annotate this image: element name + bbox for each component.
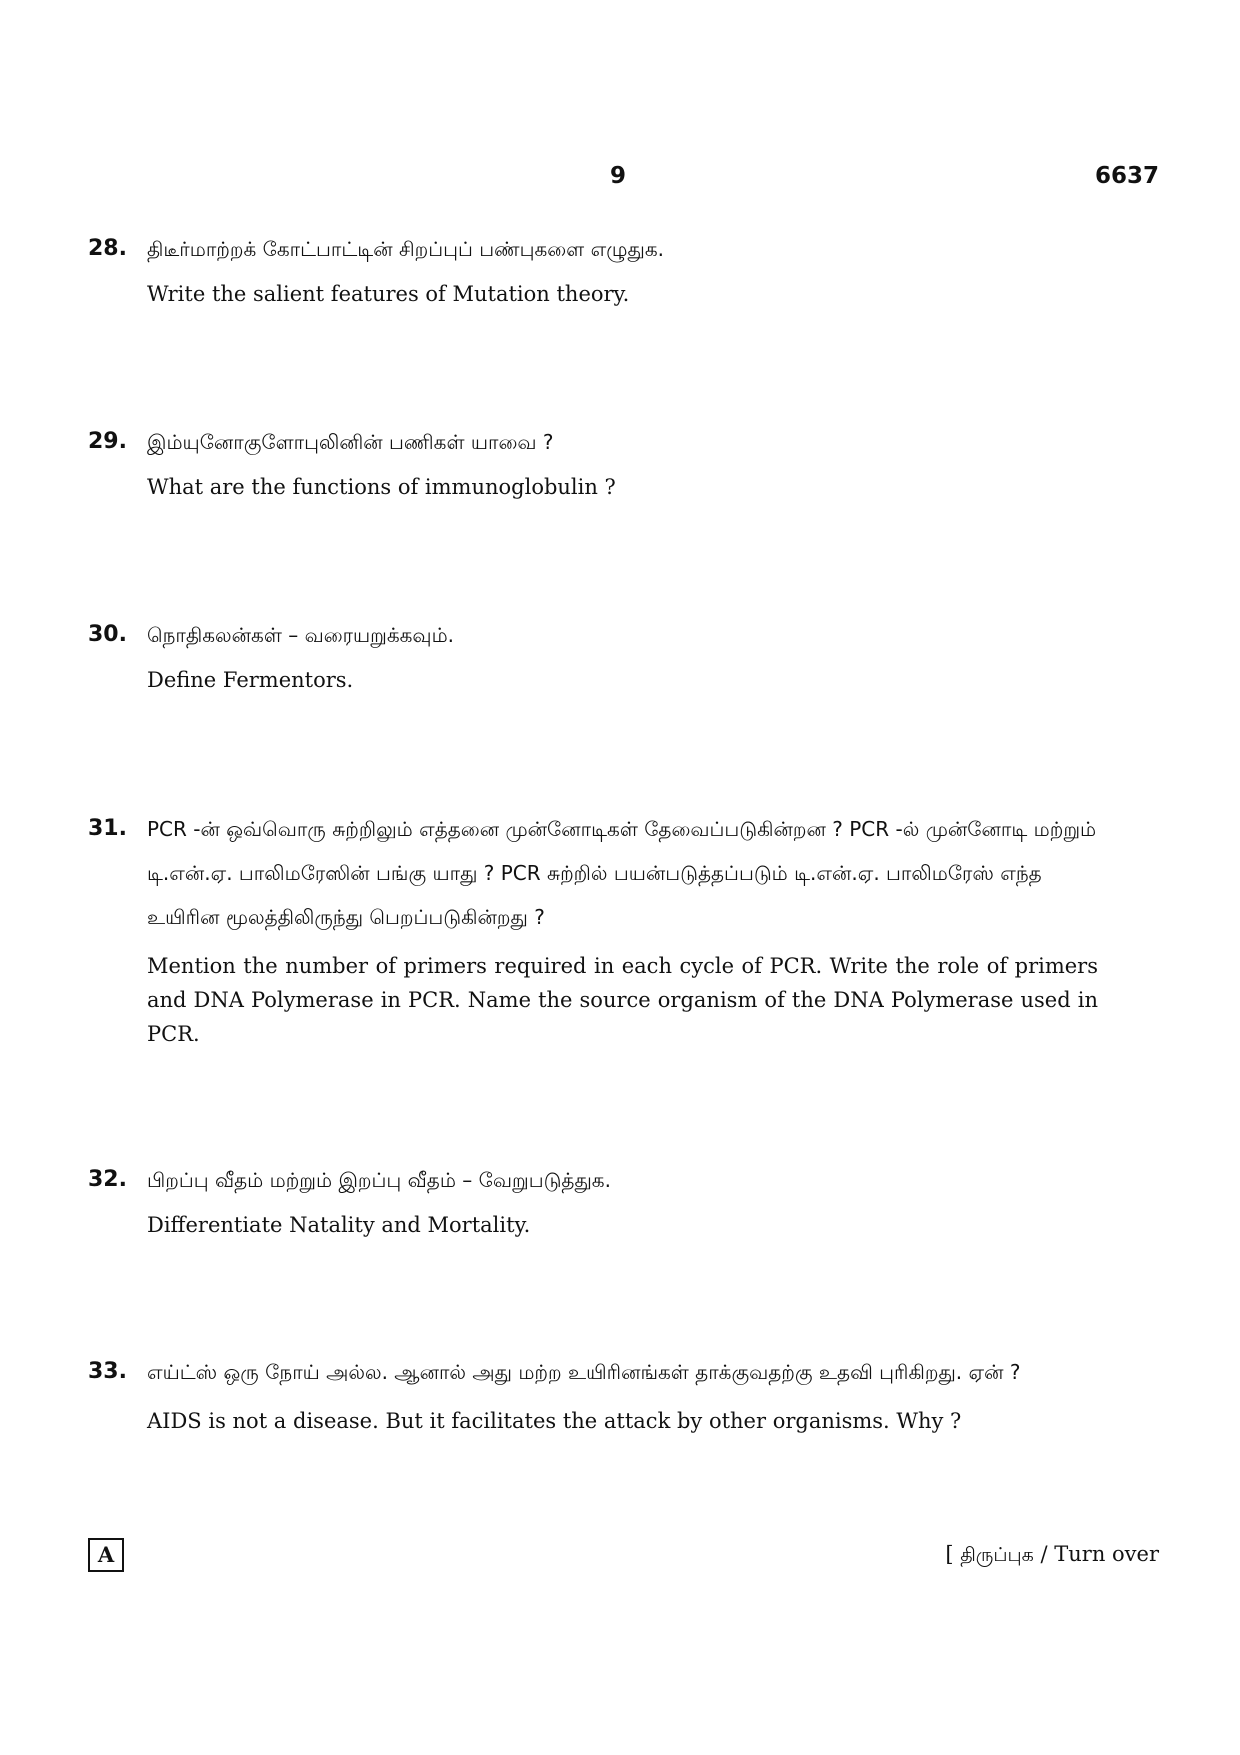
question-number: 31. bbox=[88, 816, 127, 841]
question-31 bbox=[88, 814, 1098, 1051]
question-text-english: Define Fermentors. bbox=[147, 668, 354, 692]
question-text-tamil: PCR -ன் ஒவ்வொரு சுற்றிலும் எத்தனை முன்னோடிகள் தேவைப்படுகின்றன ? PCR -ல் முன்னோடி மற்றும் டி.என்.ஏ. பாலிமரேஸின் பங்கு யாது ? PCR சுற்றில் பயன்படுத்தப்படும் டி.என்.ஏ. பாலிமரேஸ் எந்த உயிரின மூலத்திலிருந்து பெறப்படுகின்றது ? bbox=[147, 817, 1097, 929]
question-29 bbox=[88, 427, 1098, 504]
turn-over-english: / Turn over bbox=[1033, 1542, 1159, 1566]
question-33 bbox=[88, 1357, 1098, 1438]
question-text-tamil: பிறப்பு வீதம் மற்றும் இறப்பு வீதம் – வேறுபடுத்துக. bbox=[147, 1168, 611, 1192]
question-text-english: Write the salient features of Mutation theory. bbox=[147, 282, 630, 306]
question-text-tamil: எய்ட்ஸ் ஒரு நோய் அல்ல. ஆனால் அது மற்ற உயிரினங்கள் தாக்குவதற்கு உதவி புரிகிறது. ஏன் ? bbox=[147, 1360, 1021, 1384]
question-number: 32. bbox=[88, 1167, 127, 1192]
question-text-english: Mention the number of primers required in each cycle of PCR. Write the role of primers and DNA Polymerase in PCR. Name the source organism of the DNA Polymerase used in PCR. bbox=[147, 954, 1098, 1046]
turn-over-tamil: திருப்புக bbox=[960, 1544, 1034, 1566]
question-text-english: AIDS is not a disease. But it facilitates the attack by other organisms. Why ? bbox=[147, 1409, 962, 1433]
question-30 bbox=[88, 620, 1098, 697]
question-28 bbox=[88, 234, 1098, 311]
version-box: A bbox=[88, 1538, 124, 1572]
question-number: 33. bbox=[88, 1359, 127, 1384]
question-text-tamil: இம்யுனோகுளோபுலினின் பணிகள் யாவை ? bbox=[147, 430, 554, 454]
question-32 bbox=[88, 1165, 1098, 1242]
question-text-tamil: நொதிகலன்கள் – வரையறுக்கவும். bbox=[147, 623, 455, 647]
question-number: 28. bbox=[88, 236, 127, 261]
question-text-english: Differentiate Natality and Mortality. bbox=[147, 1213, 531, 1237]
turn-over-note bbox=[945, 1538, 1159, 1571]
question-number: 29. bbox=[88, 429, 127, 454]
question-text-english: What are the functions of immunoglobulin ? bbox=[147, 475, 616, 499]
question-number: 30. bbox=[88, 622, 127, 647]
question-text-tamil: திடீர்மாற்றக் கோட்பாட்டின் சிறப்புப் பண்புகளை எழுதுக. bbox=[147, 237, 665, 261]
turn-over-bracket: [ bbox=[945, 1542, 961, 1566]
page-number: 9 bbox=[610, 163, 627, 189]
paper-code: 6637 bbox=[1094, 163, 1159, 189]
